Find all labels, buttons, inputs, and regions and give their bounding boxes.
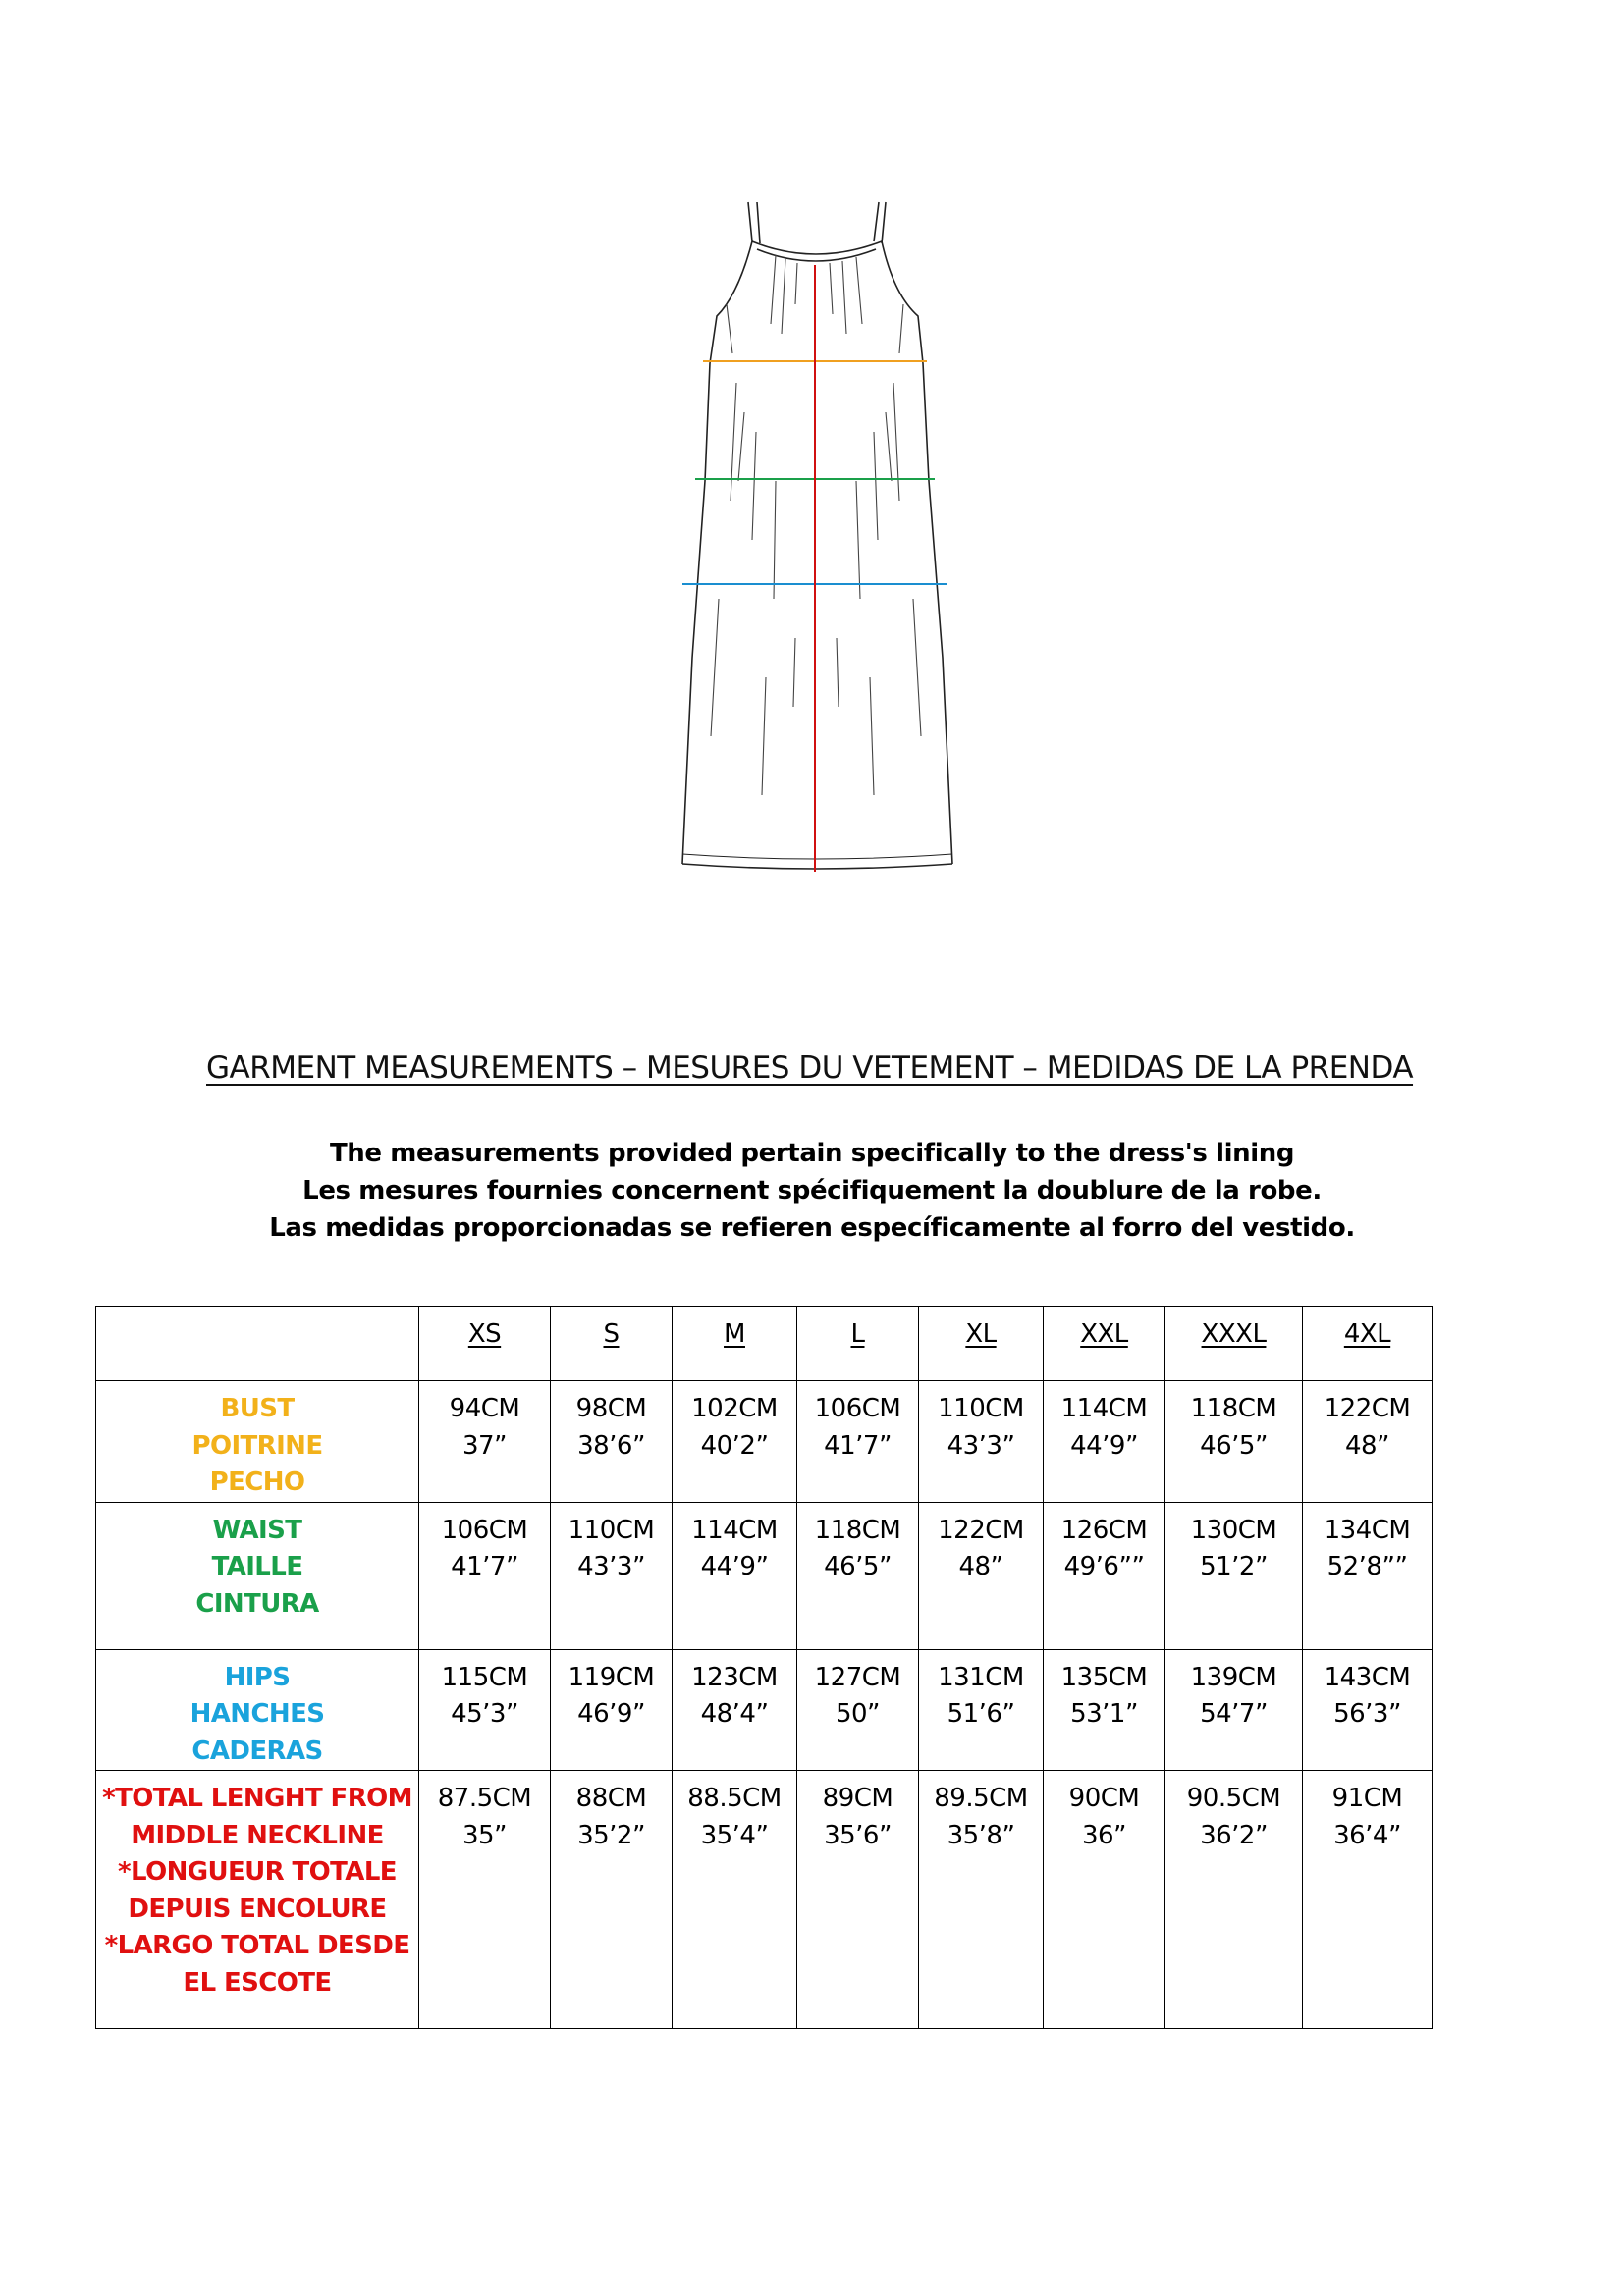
measurement-cell: [1044, 1771, 1165, 2029]
measurement-cell: [919, 1649, 1044, 1771]
right-side-seam: [923, 363, 952, 864]
inch-value: 36’2”: [1200, 1820, 1268, 1850]
size-header: XS: [419, 1307, 551, 1381]
measurement-cell: [419, 1502, 551, 1649]
left-strap: [748, 202, 760, 243]
measurement-cell: [919, 1381, 1044, 1503]
row-label-line: TAILLE: [211, 1552, 303, 1581]
measurement-cell: [1165, 1771, 1303, 2029]
cm-value: 135CM: [1060, 1662, 1148, 1692]
inch-value: 43’3”: [577, 1552, 645, 1581]
measurements-table: [95, 1306, 1433, 2029]
row-label-line: HANCHES: [189, 1699, 325, 1729]
cm-value: 126CM: [1060, 1515, 1148, 1545]
row-label-line: POITRINE: [191, 1430, 323, 1461]
inch-value: 56’3”: [1333, 1699, 1401, 1729]
neckline: [752, 241, 882, 254]
cm-value: 115CM: [441, 1662, 528, 1692]
measurement-cell: [673, 1649, 797, 1771]
measurement-cell: [551, 1771, 673, 2029]
inch-value: 48”: [1344, 1430, 1390, 1461]
corner-cell: [96, 1307, 419, 1381]
inch-value: 35’8”: [947, 1820, 1015, 1850]
note-en: The measurements provided pertain specifically to the dress's lining: [329, 1139, 1295, 1168]
inch-value: 44’9”: [1070, 1430, 1138, 1461]
measurement-cell: [551, 1381, 673, 1503]
cm-value: 106CM: [441, 1515, 528, 1545]
cm-value: 89CM: [822, 1784, 893, 1813]
cm-value: 90.5CM: [1186, 1784, 1281, 1813]
bust-label: [96, 1381, 419, 1503]
left-side-seam: [682, 363, 710, 864]
measurement-cell: [1303, 1502, 1433, 1649]
hem: [682, 864, 952, 869]
measurement-cell: [551, 1502, 673, 1649]
inch-value: 51’2”: [1200, 1552, 1268, 1581]
inch-value: 46’5”: [1200, 1430, 1268, 1461]
measurement-cell: [1044, 1381, 1165, 1503]
measurement-cell: [1303, 1381, 1433, 1503]
measurement-cell: [797, 1649, 919, 1771]
inch-value: 35”: [461, 1820, 508, 1850]
row-label-line: PECHO: [209, 1468, 305, 1497]
row-label-line: *TOTAL LENGHT FROM: [102, 1784, 412, 1813]
table-row-hips: [96, 1649, 1433, 1771]
inch-value: 35’4”: [700, 1820, 769, 1850]
table-row-total: [96, 1771, 1433, 2029]
row-label-line: BUST: [220, 1394, 295, 1423]
hips-label: [96, 1649, 419, 1771]
row-label-line: CADERAS: [191, 1735, 323, 1766]
cm-value: 143CM: [1324, 1662, 1411, 1692]
inch-value: 51’6”: [947, 1699, 1015, 1729]
cm-value: 91CM: [1331, 1784, 1403, 1813]
row-label-line: CINTURA: [195, 1588, 319, 1619]
cm-value: 139CM: [1190, 1662, 1277, 1692]
inch-value: 41’7”: [824, 1430, 892, 1461]
size-header-row: [96, 1307, 1433, 1381]
cm-value: 88CM: [575, 1784, 647, 1813]
measurement-cell: [419, 1649, 551, 1771]
inch-value: 35’2”: [577, 1820, 645, 1850]
measurement-cell: [673, 1502, 797, 1649]
size-header: L: [797, 1307, 919, 1381]
inch-value: 46’5”: [824, 1552, 892, 1581]
size-header: XL: [919, 1307, 1044, 1381]
inch-value: 53’1”: [1070, 1699, 1138, 1729]
measurement-cell: [1165, 1502, 1303, 1649]
cm-value: 119CM: [568, 1662, 655, 1692]
measurement-cell: [419, 1381, 551, 1503]
waist-label: [96, 1502, 419, 1649]
row-label-line: EL ESCOTE: [183, 1967, 332, 1998]
size-header: M: [673, 1307, 797, 1381]
size-header: 4XL: [1303, 1307, 1433, 1381]
cm-value: 122CM: [938, 1515, 1024, 1545]
cm-value: 106CM: [814, 1394, 901, 1423]
row-label-line: DEPUIS ENCOLURE: [128, 1894, 387, 1924]
size-header: S: [551, 1307, 673, 1381]
measurement-cell: [1165, 1381, 1303, 1503]
inch-value: 36”: [1081, 1820, 1127, 1850]
size-header: XXXL: [1165, 1307, 1303, 1381]
cm-value: 127CM: [814, 1662, 901, 1692]
inch-value: 48”: [958, 1552, 1003, 1581]
inch-value: 46’9”: [577, 1699, 645, 1729]
inch-value: 49’6””: [1063, 1552, 1145, 1581]
inch-value: 43’3”: [947, 1430, 1015, 1461]
measurement-cell: [419, 1771, 551, 2029]
measurement-cell: [551, 1649, 673, 1771]
cm-value: 114CM: [1060, 1394, 1148, 1423]
cm-value: 90CM: [1068, 1784, 1140, 1813]
measurement-cell: [919, 1502, 1044, 1649]
cm-value: 118CM: [814, 1515, 901, 1545]
cm-value: 89.5CM: [934, 1784, 1028, 1813]
cm-value: 134CM: [1324, 1515, 1411, 1545]
cm-value: 114CM: [691, 1515, 778, 1545]
measurement-cell: [1165, 1649, 1303, 1771]
row-label-line: WAIST: [212, 1515, 302, 1545]
inch-value: 48’4”: [700, 1699, 769, 1729]
cm-value: 94CM: [449, 1394, 520, 1423]
inch-value: 36’4”: [1333, 1820, 1401, 1850]
right-strap: [874, 202, 886, 243]
cm-value: 110CM: [568, 1515, 655, 1545]
cm-value: 130CM: [1190, 1515, 1277, 1545]
inch-value: 50”: [835, 1699, 881, 1729]
total-label: [96, 1771, 419, 2029]
note-es: Las medidas proporcionadas se refieren específicamente al forro del vestido.: [269, 1213, 1355, 1243]
size-header: XXL: [1044, 1307, 1165, 1381]
measurement-cell: [673, 1771, 797, 2029]
note-fr: Les mesures fournies concernent spécifiquement la doublure de la robe.: [302, 1176, 1322, 1205]
cm-value: 123CM: [691, 1662, 778, 1692]
right-armhole: [882, 241, 923, 363]
table-row-bust: [96, 1381, 1433, 1503]
cm-value: 102CM: [691, 1394, 778, 1423]
inch-value: 38’6”: [577, 1430, 645, 1461]
row-label-line: HIPS: [224, 1662, 291, 1692]
measurement-cell: [673, 1381, 797, 1503]
cm-value: 88.5CM: [687, 1784, 782, 1813]
measurement-cell: [797, 1502, 919, 1649]
cm-value: 110CM: [938, 1394, 1024, 1423]
row-label-line: MIDDLE NECKLINE: [131, 1820, 384, 1850]
cm-value: 87.5CM: [437, 1784, 532, 1813]
measurement-cell: [1044, 1649, 1165, 1771]
inch-value: 40’2”: [700, 1430, 769, 1461]
measurement-cell: [919, 1771, 1044, 2029]
table-row-waist: [96, 1502, 1433, 1649]
cm-value: 98CM: [575, 1394, 647, 1423]
row-label-line: *LARGO TOTAL DESDE: [104, 1931, 410, 1960]
measurement-cell: [797, 1771, 919, 2029]
cm-value: 118CM: [1190, 1394, 1277, 1423]
cm-value: 131CM: [938, 1662, 1024, 1692]
measurement-cell: [1303, 1771, 1433, 2029]
row-label-line: *LONGUEUR TOTALE: [118, 1857, 397, 1887]
cm-value: 122CM: [1324, 1394, 1411, 1423]
inch-value: 41’7”: [451, 1552, 518, 1581]
dress-illustration: [628, 187, 1001, 893]
inch-value: 45’3”: [451, 1699, 518, 1729]
page-title: GARMENT MEASUREMENTS – MESURES DU VETEMENT – MEDIDAS DE LA PRENDA: [206, 1050, 1414, 1086]
measurement-cell: [1303, 1649, 1433, 1771]
measurement-cell: [1044, 1502, 1165, 1649]
inch-value: 54’7”: [1200, 1699, 1268, 1729]
measurement-cell: [797, 1381, 919, 1503]
inch-value: 52’8””: [1326, 1552, 1408, 1581]
inch-value: 44’9”: [700, 1552, 769, 1581]
inch-value: 37”: [461, 1430, 508, 1461]
inch-value: 35’6”: [824, 1820, 892, 1850]
